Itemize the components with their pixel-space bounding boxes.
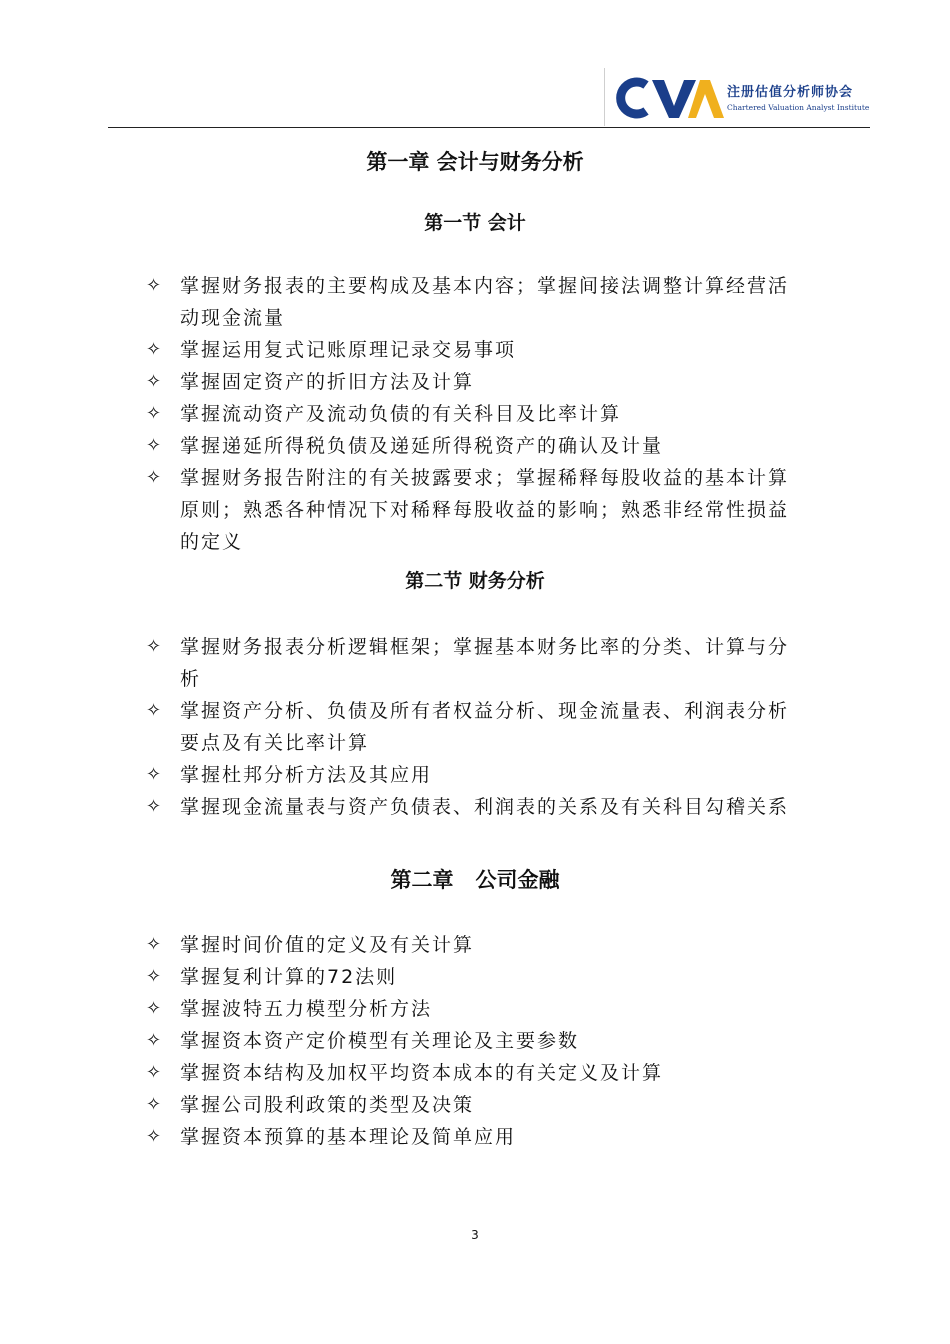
section1-list	[146, 270, 806, 558]
logo-chinese-name: 注册估值分析师协会	[727, 85, 854, 100]
bullet-diamond-icon: ✧	[146, 339, 164, 360]
cva-logo-mark-icon	[616, 76, 724, 120]
bullet-diamond-icon: ✧	[146, 403, 164, 424]
list-item: ✧ 掌握财务报告附注的有关披露要求；掌握稀释每股收益的基本计算原则；熟悉各种情况下对稀释每股收益的影响；熟悉非经常性损益的定义	[146, 462, 806, 558]
bullet-diamond-icon: ✧	[146, 1030, 164, 1051]
chapter2-title: 第二章 公司金融	[390, 868, 560, 892]
bullet-diamond-icon: ✧	[146, 435, 164, 456]
list-item: ✧ 掌握资本结构及加权平均资本成本的有关定义及计算	[146, 1057, 806, 1089]
bullet-diamond-icon: ✧	[146, 764, 164, 785]
list-item: ✧ 掌握波特五力模型分析方法	[146, 993, 806, 1025]
bullet-diamond-icon: ✧	[146, 371, 164, 392]
section2-list	[146, 631, 806, 823]
bullet-diamond-icon: ✧	[146, 700, 164, 721]
bullet-diamond-icon: ✧	[146, 1126, 164, 1147]
chapter2-list	[146, 929, 806, 1153]
list-item: ✧ 掌握流动资产及流动负债的有关科目及比率计算	[146, 398, 806, 430]
cva-logo	[616, 76, 870, 122]
bullet-diamond-icon: ✧	[146, 1094, 164, 1115]
bullet-diamond-icon: ✧	[146, 998, 164, 1019]
list-item: ✧ 掌握时间价值的定义及有关计算	[146, 929, 806, 961]
bullet-diamond-icon: ✧	[146, 275, 164, 296]
header-rule	[108, 127, 870, 128]
header-divider	[604, 68, 605, 126]
chapter1-title: 第一章 会计与财务分析	[366, 150, 584, 174]
logo-english-name: Chartered Valuation Analyst Institute	[727, 103, 870, 112]
list-item: ✧ 掌握复利计算的72法则	[146, 961, 806, 993]
list-item: ✧ 掌握财务报表分析逻辑框架；掌握基本财务比率的分类、计算与分析	[146, 631, 806, 695]
list-item: ✧ 掌握递延所得税负债及递延所得税资产的确认及计量	[146, 430, 806, 462]
page-number: 3	[471, 1228, 479, 1242]
bullet-diamond-icon: ✧	[146, 636, 164, 657]
bullet-diamond-icon: ✧	[146, 467, 164, 488]
list-item: ✧ 掌握运用复式记账原理记录交易事项	[146, 334, 806, 366]
bullet-diamond-icon: ✧	[146, 934, 164, 955]
section2-title: 第二节 财务分析	[405, 570, 545, 592]
bullet-diamond-icon: ✧	[146, 1062, 164, 1083]
list-item: ✧ 掌握公司股利政策的类型及决策	[146, 1089, 806, 1121]
bullet-diamond-icon: ✧	[146, 966, 164, 987]
list-item: ✧ 掌握资产分析、负债及所有者权益分析、现金流量表、利润表分析要点及有关比率计算	[146, 695, 806, 759]
list-item: ✧ 掌握现金流量表与资产负债表、利润表的关系及有关科目勾稽关系	[146, 791, 806, 823]
bullet-diamond-icon: ✧	[146, 796, 164, 817]
section1-title: 第一节 会计	[424, 212, 526, 234]
list-item: ✧ 掌握财务报表的主要构成及基本内容；掌握间接法调整计算经营活动现金流量	[146, 270, 806, 334]
list-item: ✧ 掌握杜邦分析方法及其应用	[146, 759, 806, 791]
list-item: ✧ 掌握资本资产定价模型有关理论及主要参数	[146, 1025, 806, 1057]
list-item: ✧ 掌握固定资产的折旧方法及计算	[146, 366, 806, 398]
list-item: ✧ 掌握资本预算的基本理论及简单应用	[146, 1121, 806, 1153]
